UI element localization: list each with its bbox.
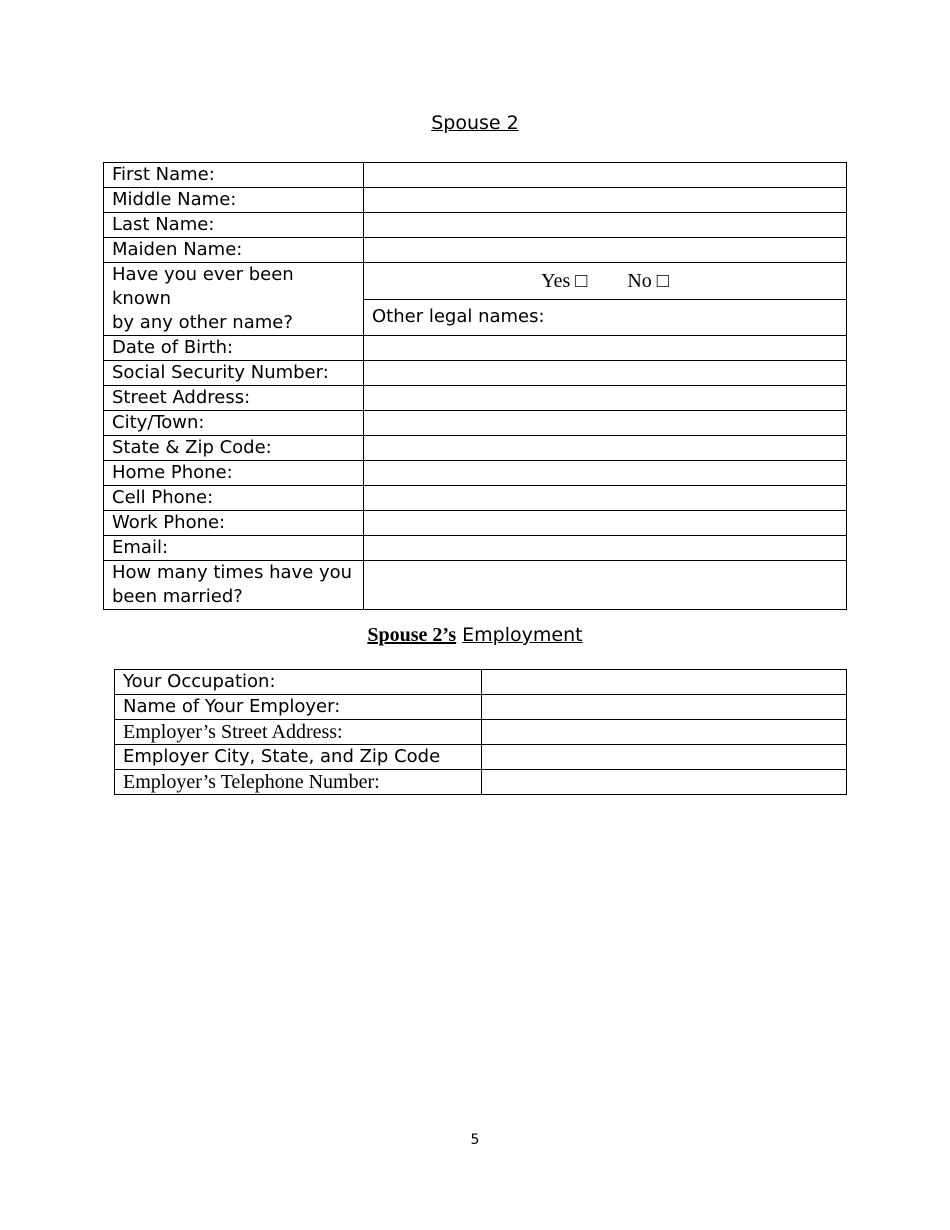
table-row bbox=[104, 386, 847, 411]
table-row bbox=[104, 213, 847, 238]
ssn-field[interactable] bbox=[364, 361, 847, 386]
field-label-occupation: Your Occupation: bbox=[115, 670, 482, 695]
spouse-info-table bbox=[103, 162, 847, 610]
field-label-last-name: Last Name: bbox=[104, 213, 364, 238]
field-label-street-address: Street Address: bbox=[104, 386, 364, 411]
times-married-label-line2: been married? bbox=[112, 586, 243, 607]
table-row bbox=[104, 188, 847, 213]
no-checkbox[interactable]: No □ bbox=[627, 269, 669, 292]
field-label-employer-city-state-zip: Employer City, State, and Zip Code bbox=[115, 745, 482, 770]
employer-name-field[interactable] bbox=[482, 695, 847, 720]
field-label-employer-telephone: Employer’s Telephone Number: bbox=[115, 770, 482, 795]
city-town-field[interactable] bbox=[364, 411, 847, 436]
field-label-email: Email: bbox=[104, 536, 364, 561]
yes-checkbox[interactable]: Yes □ bbox=[541, 269, 588, 292]
table-row bbox=[104, 511, 847, 536]
page-number: 5 bbox=[470, 1132, 480, 1148]
field-label-date-of-birth: Date of Birth: bbox=[104, 336, 364, 361]
table-row bbox=[104, 163, 847, 188]
field-label-first-name: First Name: bbox=[104, 163, 364, 188]
field-label-work-phone: Work Phone: bbox=[104, 511, 364, 536]
other-name-yes-no bbox=[364, 263, 847, 300]
field-label-times-married bbox=[104, 561, 364, 610]
field-label-ssn: Social Security Number: bbox=[104, 361, 364, 386]
employment-title-rest: Employment bbox=[462, 624, 583, 646]
table-row bbox=[104, 411, 847, 436]
table-row bbox=[104, 436, 847, 461]
times-married-label-line1: How many times have you bbox=[112, 562, 353, 583]
field-label-city-town: City/Town: bbox=[104, 411, 364, 436]
other-legal-names-field[interactable] bbox=[364, 299, 847, 336]
table-row bbox=[104, 336, 847, 361]
table-row bbox=[104, 486, 847, 511]
table-row bbox=[104, 263, 847, 300]
date-of-birth-field[interactable] bbox=[364, 336, 847, 361]
table-row bbox=[104, 361, 847, 386]
field-label-middle-name: Middle Name: bbox=[104, 188, 364, 213]
field-label-home-phone: Home Phone: bbox=[104, 461, 364, 486]
first-name-field[interactable] bbox=[364, 163, 847, 188]
employment-section-title bbox=[0, 624, 950, 647]
table-row bbox=[115, 770, 847, 795]
cell-phone-field[interactable] bbox=[364, 486, 847, 511]
table-row bbox=[104, 461, 847, 486]
middle-name-field[interactable] bbox=[364, 188, 847, 213]
occupation-field[interactable] bbox=[482, 670, 847, 695]
field-label-state-zip: State & Zip Code: bbox=[104, 436, 364, 461]
employment-title-bold: Spouse 2’s bbox=[367, 624, 457, 646]
field-label-other-name bbox=[104, 263, 364, 336]
field-label-maiden-name: Maiden Name: bbox=[104, 238, 364, 263]
employer-street-address-field[interactable] bbox=[482, 720, 847, 745]
field-label-employer-street-address: Employer’s Street Address: bbox=[115, 720, 482, 745]
other-legal-names-label: Other legal names: bbox=[372, 306, 545, 328]
employer-telephone-field[interactable] bbox=[482, 770, 847, 795]
maiden-name-field[interactable] bbox=[364, 238, 847, 263]
section-title: Spouse 2 bbox=[431, 112, 519, 134]
field-label-employer-name: Name of Your Employer: bbox=[115, 695, 482, 720]
field-label-cell-phone: Cell Phone: bbox=[104, 486, 364, 511]
table-row bbox=[104, 561, 847, 610]
table-row bbox=[115, 745, 847, 770]
table-row bbox=[115, 670, 847, 695]
employer-city-state-zip-field[interactable] bbox=[482, 745, 847, 770]
last-name-field[interactable] bbox=[364, 213, 847, 238]
home-phone-field[interactable] bbox=[364, 461, 847, 486]
street-address-field[interactable] bbox=[364, 386, 847, 411]
other-name-label-line1: Have you ever been known bbox=[112, 264, 294, 309]
table-row bbox=[115, 720, 847, 745]
table-row bbox=[104, 238, 847, 263]
table-row bbox=[115, 695, 847, 720]
table-row bbox=[104, 536, 847, 561]
email-field[interactable] bbox=[364, 536, 847, 561]
times-married-field[interactable] bbox=[364, 561, 847, 610]
work-phone-field[interactable] bbox=[364, 511, 847, 536]
state-zip-field[interactable] bbox=[364, 436, 847, 461]
other-name-label-line2: by any other name? bbox=[112, 312, 293, 333]
employment-table bbox=[114, 669, 847, 795]
